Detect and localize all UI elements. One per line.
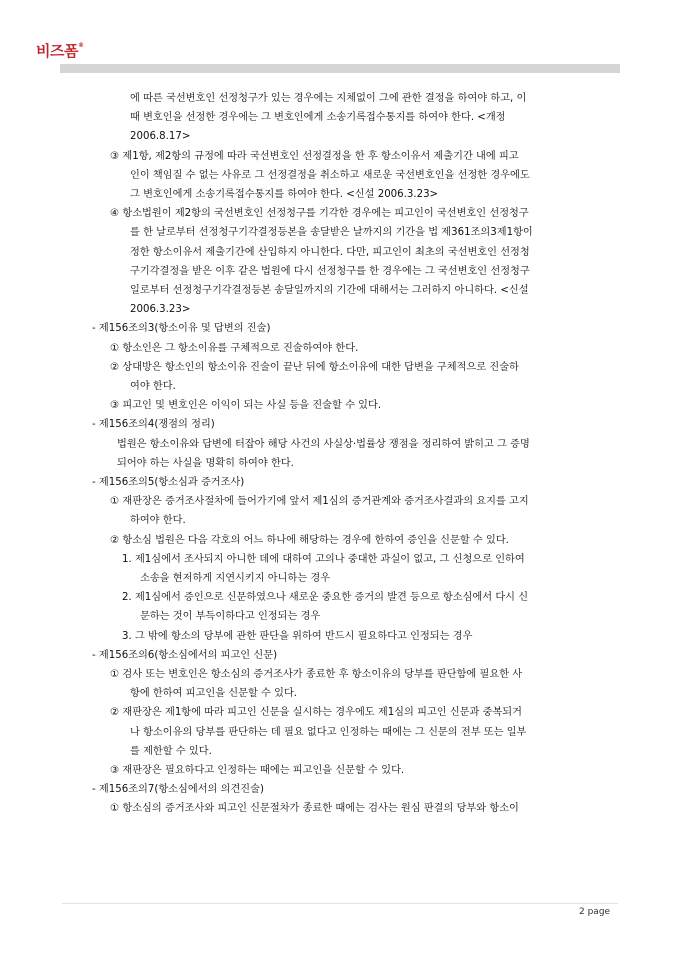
text-line: ③ 피고인 및 변호인은 이익이 되는 사실 등을 진술할 수 있다.: [110, 400, 382, 412]
text-line: 하여야 한다.: [130, 515, 186, 527]
text-line: 인이 책임질 수 없는 사유로 그 선정결정을 취소하고 새로운 국선변호인을 선정한 경우에도: [130, 169, 530, 181]
text-line: 일로부터 선정청구기각결정등본 송달일까지의 기간에 대해서는 그러하지 아니하다. <신설: [130, 285, 529, 296]
text-line: 정한 항소이유서 제출기간에 산입하지 아니한다. 다만, 피고인이 최초의 국선변호인 선정청: [130, 246, 530, 258]
text-line: ① 재판장은 증거조사절차에 들어가기에 앞서 제1심의 증거관계와 증거조사결과의 요지를 고지: [110, 496, 529, 508]
text-line: 소송을 현저하게 지연시키지 아니하는 경우: [140, 573, 331, 584]
text-line: 1. 제1심에서 조사되지 아니한 데에 대하여 고의나 중대한 과실이 없고, 그 신청으로 인하여: [122, 553, 525, 565]
text-line: 를 한 날로부터 선정청구기각결정등본을 송달받은 날까지의 기간을 법 제361조의3제1항이: [130, 227, 533, 239]
text-line: 법원은 항소이유와 답변에 터잡아 해당 사건의 사실상·법률상 쟁점을 정리하여 밝히고 그 증명: [117, 438, 530, 450]
text-line: ① 항소심의 증거조사와 피고인 신문절차가 종료한 때에는 검사는 원심 판결의 당부와 항소이: [110, 803, 519, 815]
text-line: 되어야 하는 사실을 명확히 하여야 한다.: [117, 457, 294, 469]
text-line: 를 제한할 수 있다.: [130, 745, 212, 757]
text-line: 항에 한하여 피고인을 신문할 수 있다.: [130, 688, 298, 700]
text-line: 2006.3.23>: [130, 304, 191, 316]
text-line: 때 변호인을 선정한 경우에는 그 변호인에게 소송기록접수통지를 하여야 한다. <개정: [130, 112, 506, 124]
section-heading: - 제156조의7(항소심에서의 의견진술): [92, 784, 264, 796]
section-heading: - 제156조의6(항소심에서의 피고인 신문): [92, 649, 278, 661]
text-line: ④ 항소법원이 제2항의 국선변호인 선정청구를 기각한 경우에는 피고인이 국선변호인 선정청구: [110, 208, 529, 220]
footer-divider: [62, 903, 618, 904]
text-line: 2006.8.17>: [130, 131, 191, 143]
text-line: 2. 제1심에서 증인으로 신문하였으나 새로운 중요한 증거의 발견 등으로 항소심에서 다시 신: [122, 592, 529, 604]
text-line: ② 재판장은 제1항에 따라 피고인 신문을 실시하는 경우에도 제1심의 피고인 신문과 중복되거: [110, 707, 522, 719]
section-heading: - 제156조의5(항소심과 증거조사): [92, 477, 245, 488]
text-line: ③ 재판장은 필요하다고 인정하는 때에는 피고인을 신문할 수 있다.: [110, 765, 405, 776]
text-line: 그 변호인에게 소송기록접수통지를 하여야 한다. <신설 2006.3.23>: [130, 189, 439, 200]
section-heading: - 제156조의3(항소이유 및 답변의 진술): [92, 323, 271, 335]
logo-text: 비즈폼: [36, 42, 78, 60]
text-line: 구기각결정을 받은 이후 같은 법원에 다시 선정청구를 한 경우에는 그 국선변호인 선정청구: [130, 265, 530, 277]
text-line: ③ 제1항, 제2항의 규정에 따라 국선변호인 선정결정을 한 후 항소이유서 제출기간 내에 피고: [110, 150, 519, 162]
text-line: ② 항소심 법원은 다음 각호의 어느 하나에 해당하는 경우에 한하여 증인을 신문할 수 있다.: [110, 534, 509, 546]
registered-mark: ®: [77, 42, 84, 49]
bizform-logo: [36, 40, 83, 61]
text-line: 문하는 것이 부득이하다고 인정되는 경우: [140, 611, 321, 623]
text-line: 나 항소이유의 당부를 판단하는 데 필요 없다고 인정하는 때에는 그 신문의 전부 또는 일부: [130, 726, 527, 738]
text-line: ① 항소인은 그 항소이유를 구체적으로 진술하여야 한다.: [110, 342, 359, 354]
text-line: 3. 그 밖에 항소의 당부에 관한 판단을 위하여 반드시 필요하다고 인정되는 경우: [122, 630, 473, 642]
section-heading: - 제156조의4(쟁점의 정리): [92, 419, 215, 431]
text-line: 에 따른 국선변호인 선정청구가 있는 경우에는 지체없이 그에 관한 결정을 하여야 하고, 이: [130, 93, 527, 104]
header-bar: [60, 64, 620, 73]
text-line: ② 상대방은 항소인의 항소이유 진술이 끝난 뒤에 항소이유에 대한 답변을 구체적으로 진술하: [110, 361, 519, 373]
page-number: 2 page: [579, 907, 611, 917]
text-line: ① 검사 또는 변호인은 항소심의 증거조사가 종료한 후 항소이유의 당부를 판단함에 필요한 사: [110, 669, 523, 680]
text-line: 여야 한다.: [130, 381, 176, 392]
